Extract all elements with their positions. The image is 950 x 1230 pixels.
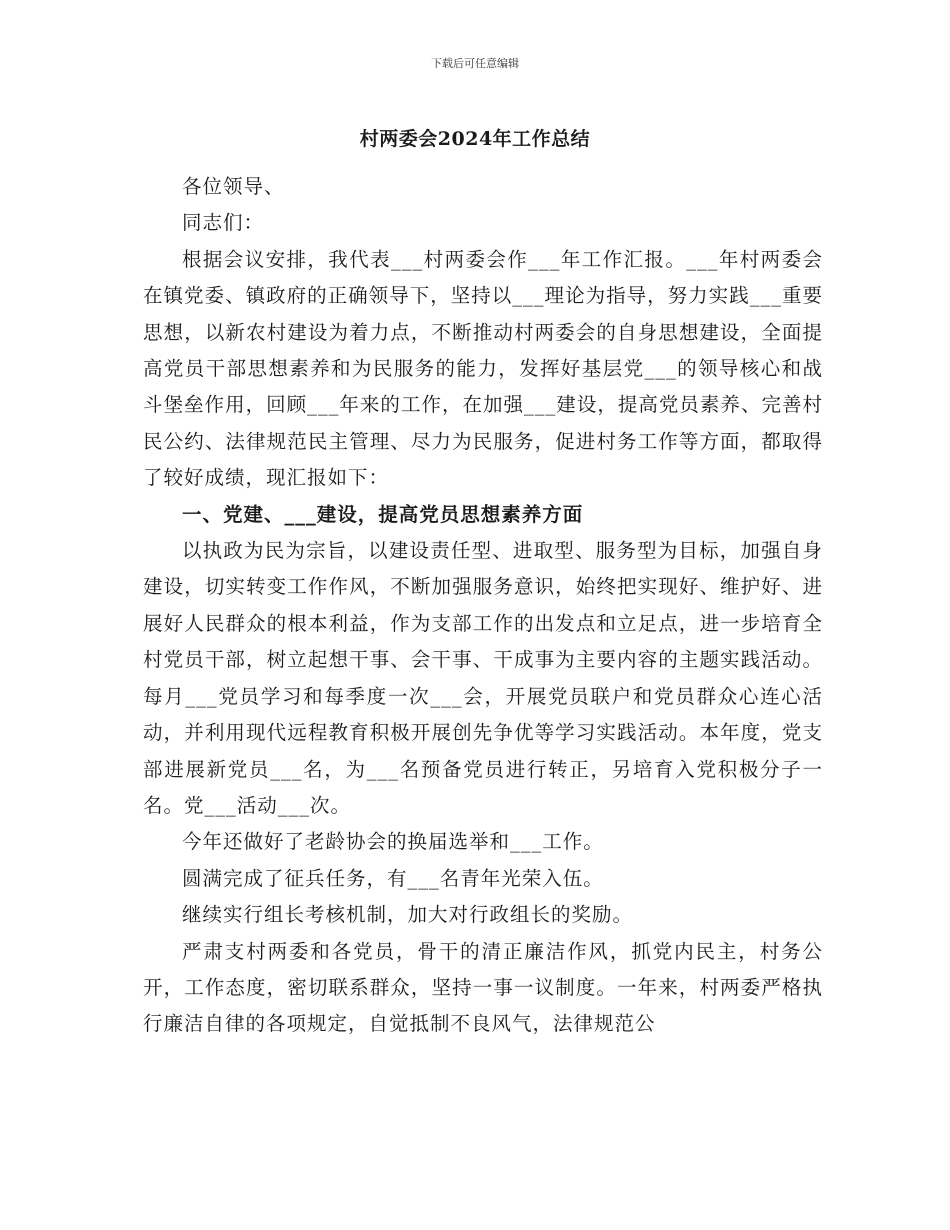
salutation-line-2: 同志们：	[182, 211, 265, 235]
document-body	[143, 169, 823, 1043]
body-paragraph: 继续实行组长考核机制，加大对行政组长的奖励。	[182, 903, 634, 927]
salutation-line-1: 各位领导、	[182, 175, 285, 198]
intro-paragraph: 根据会议安排，我代表___村两委会作___年工作汇报。___年村两委会在镇党委、镇政府的正确领导下，坚持以___理论为指导，努力实践___重要思想，以新农村建设为着力点，不断推动村两委会的自身思想建设，全面提高党员干部思想素养和为民服务的能力，发挥好基层党___的领导核心和战斗堡垒作用，回顾___年来的工作，在加强___建设，提高党员素养、完善村民公约、法律规范民主管理、尽力为民服务，促进村务工作等方面，都取得了较好成绩，现汇报如下：	[143, 247, 823, 490]
body-paragraph: 圆满完成了征兵任务，有___名青年光荣入伍。	[182, 866, 604, 890]
body-paragraph: 严肃支村两委和各党员，骨干的清正廉洁作风，抓党内民主，村务公开，工作态度，密切联系群众，坚持一事一议制度。一年来，村两委严格执行廉洁自律的各项规定，自觉抵制不良风气，法律规范公	[143, 939, 823, 1036]
body-paragraph: 以执政为民为宗旨，以建设责任型、进取型、服务型为目标，加强自身建设，切实转变工作作风，不断加强服务意识，始终把实现好、维护好、进展好人民群众的根本利益，作为支部工作的出发点和立足点，进一步培育全村党员干部，树立起想干事、会干事、干成事为主要内容的主题实践活动。每月___党员学习和每季度一次___会，开展党员联户和党员群众心连心活动，并利用现代远程教育积极开展创先争优等学习实践活动。本年度，党支部进展新党员___名，为___名预备党员进行转正，另培育入党积极分子一名。党___活动___次。	[143, 539, 823, 817]
section-heading-1: 一、党建、___建设，提高党员思想素养方面	[182, 502, 584, 526]
header-note: 下载后可任意编辑	[431, 57, 519, 70]
document-title: 村两委会2024年工作总结	[359, 128, 591, 150]
body-paragraph: 今年还做好了老龄协会的换届选举和___工作。	[182, 830, 604, 854]
